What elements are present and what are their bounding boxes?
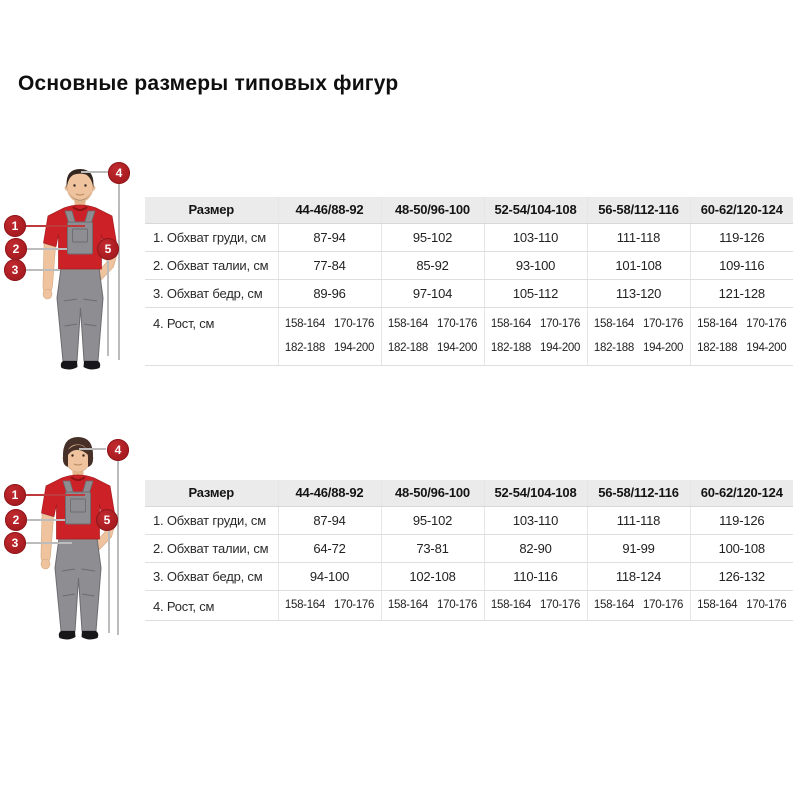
measure-line-waist	[27, 519, 65, 521]
size-value: 158-164 170-176	[587, 590, 690, 620]
page-title: Основные размеры типовых фигур	[18, 72, 399, 95]
size-value: 158-164 170-176	[690, 590, 793, 620]
row-label: 1. Обхват груди, см	[145, 506, 278, 534]
size-value: 110-116	[484, 562, 587, 590]
size-value: 158-164 170-176 182-188 194-200	[484, 307, 587, 365]
size-value: 113-120	[587, 279, 690, 307]
column-header: 60-62/120-124	[690, 480, 793, 506]
female-figure-illustration	[18, 428, 138, 648]
men-header-row	[145, 197, 793, 223]
callout-2-waist: 2	[5, 509, 27, 531]
size-value: 93-100	[484, 251, 587, 279]
size-value: 109-116	[690, 251, 793, 279]
callout-3-hip: 3	[4, 259, 26, 281]
row-label: 2. Обхват талии, см	[145, 251, 278, 279]
row-label: 4. Рост, см	[145, 590, 278, 620]
size-value: 64-72	[278, 534, 381, 562]
measure-line-inseam-vertical	[107, 260, 109, 356]
measure-line-waist	[27, 248, 67, 250]
measure-line-height-vertical	[117, 461, 119, 635]
column-header: 44-46/88-92	[278, 480, 381, 506]
size-value: 158-164 170-176	[381, 590, 484, 620]
size-value: 111-118	[587, 223, 690, 251]
column-header: 56-58/112-116	[587, 197, 690, 223]
size-value: 158-164 170-176 182-188 194-200	[278, 307, 381, 365]
size-value: 118-124	[587, 562, 690, 590]
size-value: 73-81	[381, 534, 484, 562]
size-value: 102-108	[381, 562, 484, 590]
column-header: 60-62/120-124	[690, 197, 793, 223]
size-value: 87-94	[278, 506, 381, 534]
table-row-hip	[145, 279, 793, 307]
column-header: 52-54/104-108	[484, 197, 587, 223]
callout-5-side: 5	[96, 509, 118, 531]
measure-line-inseam-vertical	[108, 531, 110, 633]
row-label: 4. Рост, см	[145, 307, 278, 365]
size-value: 77-84	[278, 251, 381, 279]
size-value: 158-164 170-176 182-188 194-200	[381, 307, 484, 365]
men-size-table	[145, 197, 793, 366]
male-figure-illustration	[20, 158, 140, 378]
size-value: 100-108	[690, 534, 793, 562]
column-header: 56-58/112-116	[587, 480, 690, 506]
row-label: 1. Обхват груди, см	[145, 223, 278, 251]
size-value: 103-110	[484, 223, 587, 251]
column-header: Размер	[145, 197, 278, 223]
women-size-table	[145, 480, 793, 621]
column-header: 52-54/104-108	[484, 480, 587, 506]
callout-4-height: 4	[107, 439, 129, 461]
size-value: 105-112	[484, 279, 587, 307]
callout-4-height: 4	[108, 162, 130, 184]
women-header-row	[145, 480, 793, 506]
measure-line-chest	[26, 225, 85, 227]
size-value: 158-164 170-176 182-188 194-200	[690, 307, 793, 365]
measure-line-height-vertical	[118, 184, 120, 360]
size-value: 119-126	[690, 506, 793, 534]
size-value: 87-94	[278, 223, 381, 251]
table-row-chest	[145, 223, 793, 251]
column-header: 44-46/88-92	[278, 197, 381, 223]
callout-1-chest: 1	[4, 215, 26, 237]
table-row-hip	[145, 562, 793, 590]
callout-3-hip: 3	[4, 532, 26, 554]
table-row-waist	[145, 251, 793, 279]
column-header: 48-50/96-100	[381, 197, 484, 223]
row-label: 3. Обхват бедр, см	[145, 562, 278, 590]
size-value: 119-126	[690, 223, 793, 251]
table-row-chest	[145, 506, 793, 534]
size-value: 126-132	[690, 562, 793, 590]
table-row-height	[145, 590, 793, 620]
table-row-waist	[145, 534, 793, 562]
size-value: 101-108	[587, 251, 690, 279]
column-header: Размер	[145, 480, 278, 506]
measure-line-height-top	[79, 448, 106, 450]
size-value: 158-164 170-176	[484, 590, 587, 620]
size-value: 95-102	[381, 223, 484, 251]
column-header: 48-50/96-100	[381, 480, 484, 506]
size-value: 158-164 170-176 182-188 194-200	[587, 307, 690, 365]
size-value: 85-92	[381, 251, 484, 279]
size-value: 111-118	[587, 506, 690, 534]
size-value: 91-99	[587, 534, 690, 562]
size-value: 89-96	[278, 279, 381, 307]
size-value: 82-90	[484, 534, 587, 562]
table-row-height	[145, 307, 793, 365]
callout-5-side: 5	[97, 238, 119, 260]
row-label: 3. Обхват бедр, см	[145, 279, 278, 307]
measure-line-hip	[26, 269, 60, 271]
callout-2-waist: 2	[5, 238, 27, 260]
size-value: 158-164 170-176	[278, 590, 381, 620]
callout-1-chest: 1	[4, 484, 26, 506]
measure-line-hip	[26, 542, 72, 544]
row-label: 2. Обхват талии, см	[145, 534, 278, 562]
measure-line-height-top	[81, 171, 108, 173]
size-value: 121-128	[690, 279, 793, 307]
size-value: 103-110	[484, 506, 587, 534]
size-value: 95-102	[381, 506, 484, 534]
measure-line-chest	[26, 494, 85, 496]
size-value: 94-100	[278, 562, 381, 590]
size-value: 97-104	[381, 279, 484, 307]
